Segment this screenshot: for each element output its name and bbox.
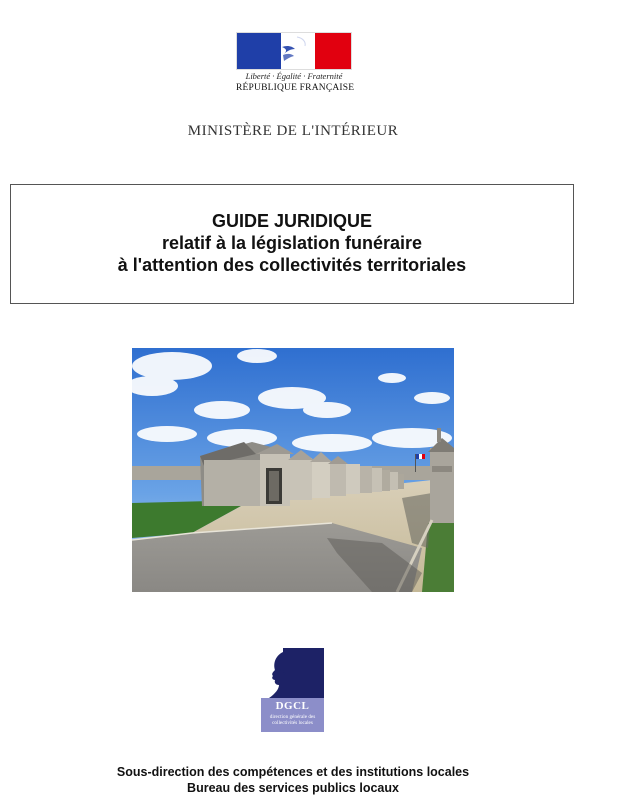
document-title: GUIDE JURIDIQUE xyxy=(211,211,373,231)
marianne-logo-icon xyxy=(236,32,352,70)
dgcl-subtitle-line-2: collectivités locales xyxy=(272,720,313,726)
footer-subdirection: Sous-direction des compétences et des institutions locales xyxy=(116,765,470,779)
republique-francaise-logo xyxy=(236,32,355,98)
cemetery-photo xyxy=(132,348,454,592)
dgcl-acronym: DGCL xyxy=(275,700,310,712)
republic-motto: Liberté · Égalité · Fraternité xyxy=(245,71,343,81)
document-subtitle-line-2: à l'attention des collectivités territoriales xyxy=(117,255,467,275)
footer-bureau: Bureau des services publics locaux xyxy=(187,781,399,795)
republic-name: RÉPUBLIQUE FRANÇAISE xyxy=(236,83,355,93)
title-box xyxy=(10,184,574,304)
ministry-name: MINISTÈRE DE L'INTÉRIEUR xyxy=(187,123,399,139)
dgcl-subtitle xyxy=(262,714,323,726)
dgcl-subtitle-line-1: direction générale des xyxy=(269,714,316,720)
dgcl-logo-icon xyxy=(261,648,324,732)
document-subtitle-line-1: relatif à la législation funéraire xyxy=(161,233,423,253)
